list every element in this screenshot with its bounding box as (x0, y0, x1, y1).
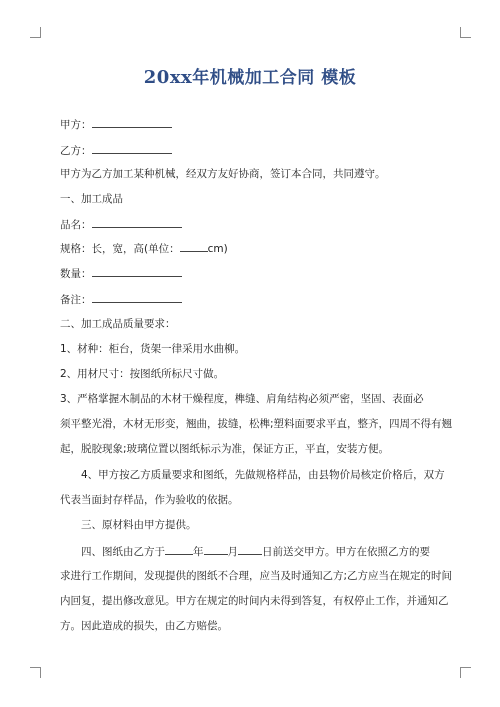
quality-item-3-line-3: 起，脱胶现象;玻璃位置以图纸标示为准，保证方正，平直，安装方便。 (60, 443, 390, 455)
section-1-heading: 一、加工成品 (60, 193, 123, 205)
spec-label: 规格：长，宽，高(单位： (60, 243, 180, 255)
remarks-line (60, 291, 444, 307)
quantity-label: 数量： (60, 268, 92, 280)
section-4-prefix: 四、图纸由乙方于 (81, 546, 165, 558)
section-4-line-3: 内回复，提出修改意见。甲方在规定的时间内未得到答复，有权停止工作，并通知乙 (60, 595, 449, 607)
quantity-line (60, 265, 444, 281)
crop-mark-bottom-right (460, 667, 471, 678)
spec-unit: cm) (207, 243, 228, 255)
quality-item-2: 2、用材尺寸：按图纸所标尺寸做。 (60, 368, 225, 380)
quantity-blank[interactable] (92, 265, 182, 277)
quality-item-4-line-1: 4、甲方按乙方质量要求和图纸，先做规格样品，由县物价局核定价格后，双方 (81, 469, 445, 481)
section-2-heading: 二、加工成品质量要求： (60, 318, 176, 330)
party-b-line (60, 142, 444, 158)
month-blank[interactable] (204, 543, 228, 555)
party-a-label: 甲方： (60, 119, 92, 131)
quality-item-3-line-2: 须平整光滑，木材无形变，翘曲，拔缝，松榫;塑料面要求平直，整齐，四周不得有翘 (60, 418, 453, 430)
quality-item-1: 1、材种：柜台，货架一律采用水曲柳。 (60, 343, 246, 355)
year-label: 年 (193, 546, 204, 558)
crop-mark-bottom-left (30, 667, 41, 678)
intro-paragraph: 甲方为乙方加工某种机械，经双方友好协商，签订本合同，共同遵守。 (60, 168, 386, 180)
crop-mark-top-left (30, 27, 41, 38)
remarks-blank[interactable] (92, 291, 182, 303)
quality-item-3-line-1: 3、严格掌握木制品的木材干燥程度，榫缝、肩角结构必须严密，坚固、表面必 (60, 393, 424, 405)
title-text: 年机械加工合同 模板 (192, 68, 357, 88)
section-3-heading: 三、原材料由甲方提供。 (81, 519, 197, 531)
remarks-label: 备注： (60, 294, 92, 306)
quality-item-4-line-2: 代表当面封存样品，作为验收的依据。 (60, 494, 239, 506)
party-a-blank[interactable] (92, 116, 172, 128)
party-a-line (60, 116, 444, 132)
spec-line (60, 240, 444, 256)
section-4-line-2: 求进行工作期间，发现提供的图纸不合理，应当及时通知乙方;乙方应当在规定的时间 (60, 570, 453, 582)
party-b-label: 乙方： (60, 145, 92, 157)
product-name-blank[interactable] (92, 216, 182, 228)
spec-blank[interactable] (180, 240, 208, 252)
crop-mark-top-right (460, 27, 471, 38)
month-label: 月 (227, 546, 238, 558)
product-name-line (60, 216, 444, 232)
section-4-suffix: 日前送交甲方。甲方在依照乙方的要 (262, 546, 430, 558)
section-4-line-1 (81, 543, 444, 559)
product-name-label: 品名： (60, 219, 92, 231)
party-b-blank[interactable] (92, 142, 172, 154)
day-blank[interactable] (238, 543, 262, 555)
year-blank[interactable] (165, 543, 193, 555)
title-year: 20xx (143, 67, 193, 88)
section-4-line-4: 方。因此造成的损失，由乙方赔偿。 (60, 620, 228, 632)
document-title (0, 63, 500, 88)
